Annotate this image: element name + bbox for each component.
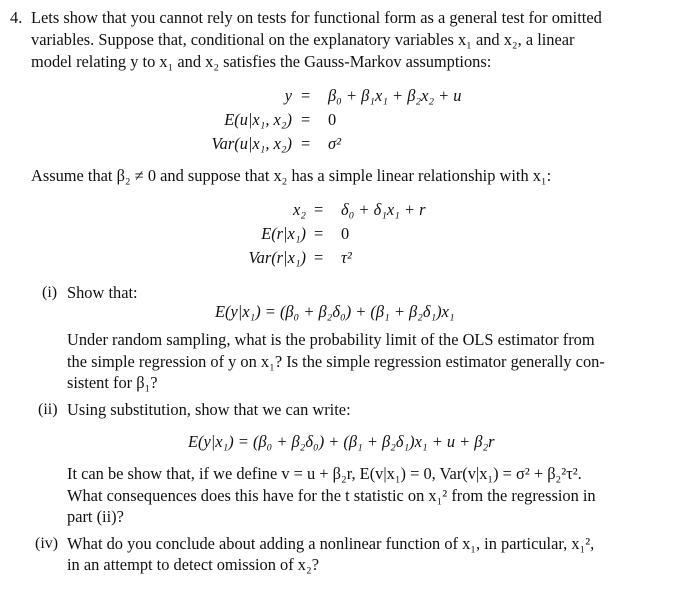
model-eq-1-lhs: y <box>284 86 292 105</box>
part-i-label: (i) <box>42 284 58 301</box>
part-i-text-3: sistent for β₁? <box>67 373 158 392</box>
part-ii-text-1: It can be show that, if we define v = u + β₂r, E(v|x₁) = 0, Var(v|x₁) = σ² + β₂²τ². <box>67 464 582 483</box>
rel-eq-1-lhs: x₂ <box>293 200 306 219</box>
intro-line-2: variables. Suppose that, conditional on the explanatory variables x₁ and x₂, a linear <box>31 30 575 49</box>
model-eq-3-rel: = <box>301 134 311 153</box>
model-eq-2-rhs: 0 <box>328 110 337 129</box>
rel-eq-2-rel: = <box>314 224 324 243</box>
part-iv-text-2: in an attempt to detect omission of x₂? <box>67 555 319 574</box>
problem-number: 4. <box>10 8 23 27</box>
intro-line-1: Lets show that you cannot rely on tests for functional form as a general test for omitted <box>31 8 602 27</box>
model-eq-1-rel: = <box>301 86 311 105</box>
part-i-text-2: the simple regression of y on x₁? Is the simple regression estimator generally con- <box>67 352 605 371</box>
intro-line-3: model relating y to x₁ and x₂ satisfies the Gauss-Markov assumptions: <box>31 52 492 71</box>
model-eq-3-rhs: σ² <box>328 134 341 153</box>
part-i-lead: Show that: <box>67 283 138 302</box>
rel-eq-3-rhs: τ² <box>341 248 352 267</box>
part-ii-text-3: part (ii)? <box>67 507 124 526</box>
model-eq-1-rhs: β₀ + β₁x₁ + β₂x₂ + u <box>328 86 462 105</box>
part-ii-lead: Using substitution, show that we can write: <box>67 400 351 419</box>
rel-eq-1-rhs: δ₀ + δ₁x₁ + r <box>341 200 426 219</box>
model-eq-2-lhs: E(u|x₁, x₂) <box>224 110 292 129</box>
model-eq-2-rel: = <box>301 110 311 129</box>
model-eq-3-lhs: Var(u|x₁, x₂) <box>211 134 292 153</box>
rel-eq-2-lhs: E(r|x₁) <box>261 224 306 243</box>
rel-eq-2-rhs: 0 <box>341 224 350 243</box>
rel-eq-1-rel: = <box>314 200 324 219</box>
rel-eq-3-lhs: Var(r|x₁) <box>248 248 306 267</box>
part-iv-label: (iv) <box>35 535 59 552</box>
rel-eq-3-rel: = <box>314 248 324 267</box>
part-ii-equation: E(y|x₁) = (β₀ + β₂δ₀) + (β₁ + β₂δ₁)x₁ + u + β₂r <box>188 432 495 451</box>
assume-line: Assume that β₂ ≠ 0 and suppose that x₂ has a simple linear relationship with x₁: <box>31 166 552 185</box>
part-ii-text-2: What consequences does this have for the t statistic on x₁² from the regression in <box>67 486 596 505</box>
part-i-equation: E(y|x₁) = (β₀ + β₂δ₀) + (β₁ + β₂δ₁)x₁ <box>215 302 455 321</box>
part-iv-text-1: What do you conclude about adding a nonlinear function of x₁, in particular, x₁², <box>67 534 595 553</box>
part-ii-label: (ii) <box>38 401 58 418</box>
part-i-text-1: Under random sampling, what is the probability limit of the OLS estimator from <box>67 330 595 349</box>
